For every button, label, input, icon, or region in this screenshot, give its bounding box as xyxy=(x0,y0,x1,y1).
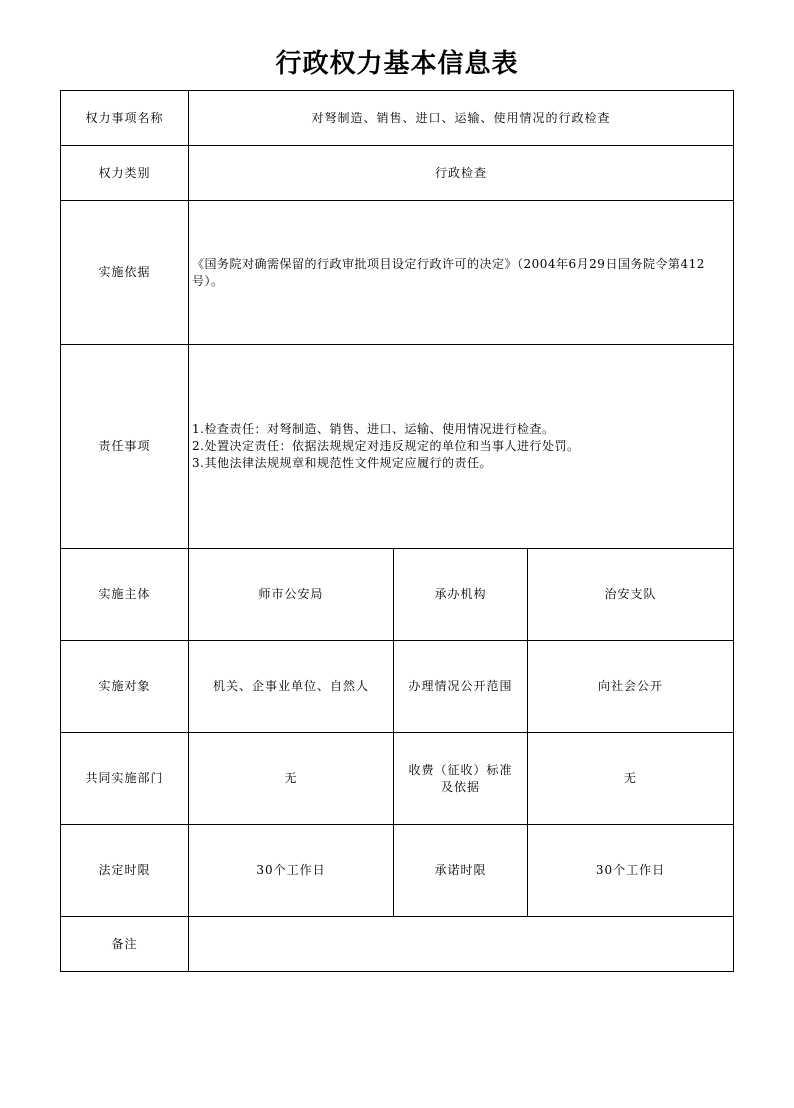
label-basis: 实施依据 xyxy=(61,201,189,345)
label-disclosure-scope: 办理情况公开范围 xyxy=(394,641,528,733)
row-responsibilities xyxy=(61,345,734,549)
value-joint-departments: 无 xyxy=(189,733,394,825)
value-fee-basis: 无 xyxy=(528,733,734,825)
info-table xyxy=(60,90,734,972)
row-target xyxy=(61,641,734,733)
value-basis: 《国务院对确需保留的行政审批项目设定行政许可的决定》（2004年6月29日国务院令第412号）。 xyxy=(189,201,734,345)
row-time-limit xyxy=(61,825,734,917)
value-disclosure-scope: 向社会公开 xyxy=(528,641,734,733)
row-power-category xyxy=(61,146,734,201)
value-target: 机关、企事业单位、自然人 xyxy=(189,641,394,733)
label-power-category: 权力类别 xyxy=(61,146,189,201)
value-remarks xyxy=(189,917,734,972)
value-responsibilities xyxy=(189,345,734,549)
label-target: 实施对象 xyxy=(61,641,189,733)
label-legal-time-limit: 法定时限 xyxy=(61,825,189,917)
label-fee-basis: 收费（征收）标准及依据 xyxy=(394,733,528,825)
label-power-name: 权力事项名称 xyxy=(61,91,189,146)
value-handling-agency: 治安支队 xyxy=(528,549,734,641)
row-subject xyxy=(61,549,734,641)
label-handling-agency: 承办机构 xyxy=(394,549,528,641)
row-joint-departments xyxy=(61,733,734,825)
value-power-name: 对弩制造、销售、进口、运输、使用情况的行政检查 xyxy=(189,91,734,146)
row-basis xyxy=(61,201,734,345)
label-subject: 实施主体 xyxy=(61,549,189,641)
row-power-name xyxy=(61,91,734,146)
value-promised-time-limit: 30个工作日 xyxy=(528,825,734,917)
value-power-category: 行政检查 xyxy=(189,146,734,201)
page-title: 行政权力基本信息表 xyxy=(275,49,519,79)
label-responsibilities: 责任事项 xyxy=(61,345,189,549)
value-subject: 师市公安局 xyxy=(189,549,394,641)
row-remarks xyxy=(61,917,734,972)
value-legal-time-limit: 30个工作日 xyxy=(189,825,394,917)
responsibility-item-1: 1.检查责任：对弩制造、销售、进口、运输、使用情况进行检查。 xyxy=(192,422,555,436)
label-joint-departments: 共同实施部门 xyxy=(61,733,189,825)
label-remarks: 备注 xyxy=(61,917,189,972)
responsibility-item-2: 2.处置决定责任：依据法规规定对违反规定的单位和当事人进行处罚。 xyxy=(192,439,580,453)
responsibility-item-3: 3.其他法律法规规章和规范性文件规定应履行的责任。 xyxy=(192,456,492,470)
label-promised-time-limit: 承诺时限 xyxy=(394,825,528,917)
